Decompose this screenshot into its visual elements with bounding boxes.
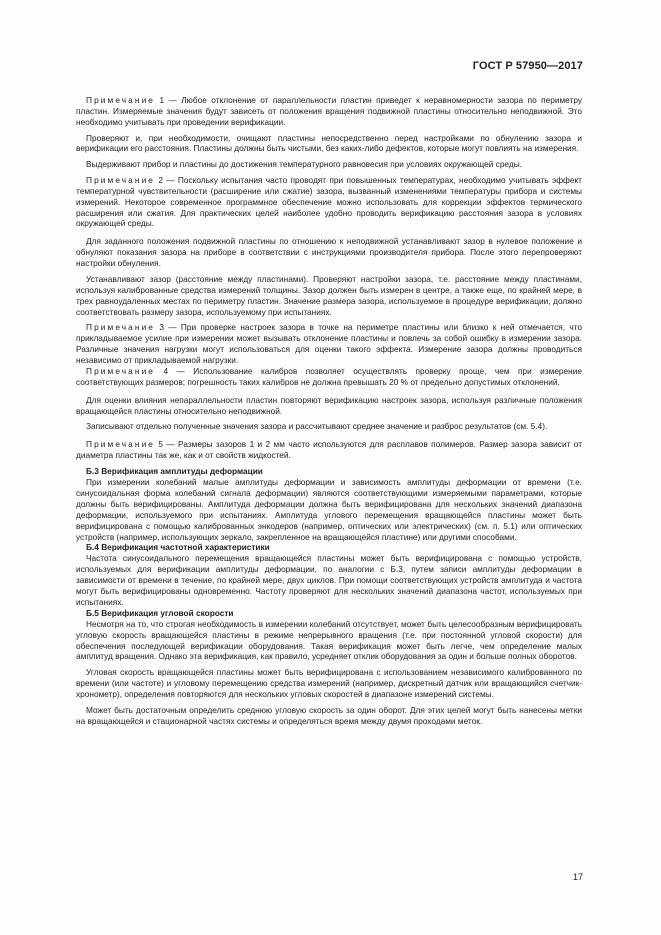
section-b5-text: Несмотря на то, что строгая необходимость в измерении колебаний отсутствует, может быть целесообразным верифицировать угловую скорость вращающейся пластины в режиме непрерывного вращения (т.е. при постоянной угловой скорости) для обеспечения последующей верификации оборудования. Такая верификация может быть легче, чем определение малых амплитуд вращения. Однако эта верификация, как правило, усредняет отклик оборудования за один и больше полных оборотов.	[76, 618, 582, 662]
section-b5-text: Угловая скорость вращающейся пластины может быть верифицирована с использованием независимого калиброванного по времени (или частоте) и угловому перемещению средства измерений (например, дискретный датчик или вращающийся счетчик-хронометр), определения повторяются для нескольких угловых скоростей в диапазоне измерений системы.	[76, 667, 582, 699]
section-b3-text: При измерении колебаний малые амплитуды деформации и зависимость амплитуды деформации от времени (т.е. синусоидальная форма колебаний сигнала деформации) являются соответствующими измеряемыми параметрами, которые должны быть верифицированы. Амплитуда деформации должна быть верифицирована для нескольких значений диапазона деформации, используемого при испытаниях. Амплитуда углового перемещения вращающейся пластины может быть верифицирована с помощью калиброванных энкодеров (например, оптических или электрических) (см. п. 5.1) или оптических устройств (например, использующих зеркало, закрепленное на вращающейся пластине) или другими способами.	[76, 476, 582, 542]
note-5	[76, 439, 582, 461]
note-label: Примечание	[86, 365, 156, 376]
paragraph: Устанавливают зазор (расстояние между пластинами). Проверяют настройки зазора, т.е. расстояние между пластинами, используя калиброванные средства измерений толщины. Зазор должен быть измерен в центре, а также еще, по крайней мере, в трех равноудаленных местах по периметру пластин. Значение размера зазора, используемое в процедуре верификации, должно соответствовать размеру зазора, используемому при испытаниях.	[76, 273, 582, 317]
section-b4-text: Частота синусоидального перемещения вращающейся пластины может быть верифицирована с помощью устройств, используемых для верификации амплитуды деформации, по аналогии с Б.3, путем записи амплитуды деформации в зависимости от времени в течение, по крайней мере, двух циклов. При помощи соответствующих устройств амплитуда и частота могут быть верифицированы одновременно. Частоту проверяют для нескольких значений диапазона частот, используемых при испытаниях.	[76, 553, 582, 607]
note-4	[76, 366, 582, 388]
note-2	[76, 175, 582, 230]
note-text: 4 — Использование калибров позволяет осуществлять проверку проще, чем при измерение соответствующих размеров; погрешность таких калибров не должна превышать 20 % от предельно допустимых отклонений.	[76, 365, 582, 387]
note-label: Примечание	[86, 439, 156, 450]
paragraph: Выдерживают прибор и пластины до достижения температурного равновесия при условиях окружающей среды.	[86, 159, 522, 170]
standard-header: ГОСТ Р 57950—2017	[472, 60, 583, 72]
note-label: Примечание	[86, 174, 156, 185]
section-heading-b4: Б.4 Верификация частотной характеристики	[86, 542, 270, 553]
note-text: 5 — Размеры зазоров 1 и 2 мм часто используются для расплавов полимеров. Размер зазора зависит от диаметра пластины так же, как и от свойств жидкостей.	[76, 439, 582, 461]
section-heading-b5: Б.5 Верификация угловой скорости	[86, 607, 234, 618]
paragraph: Записывают отдельно полученные значения зазора и рассчитывают среднее значение и разброс результатов (см. 5.4).	[86, 421, 548, 432]
paragraph: Проверяют и, при необходимости, очищают пластины непосредственно перед настройками по обнулению зазора и верификации его расстояния. Пластины должны быть чистыми, без каких-либо дефектов, которые могут повлиять на измерения.	[76, 132, 582, 154]
note-3	[76, 322, 582, 366]
section-b5-text: Может быть достаточным определить среднюю угловую скорость за один оборот. Для этих целей могут быть нанесены метки на вращающейся и стационарной частях системы и определяться время между двумя проходами меток.	[76, 704, 582, 726]
paragraph: Для оценки влияния непараллельности пластин повторяют верификацию настроек зазора, используя различные положения вращающейся пластины относительно неподвижной.	[76, 394, 582, 416]
note-1	[76, 95, 582, 128]
section-heading-b3: Б.3 Верификация амплитуды деформации	[86, 466, 263, 477]
page-number: 17	[572, 872, 583, 882]
note-label: Примечание	[86, 95, 156, 105]
note-text: 1 — Любое отклонение от параллельности пластин приведет к неравномерности зазора по периметру пластин. Измеряемые значения будут зависеть от положения вращения подвижной пластины относительно неподвижной. Это необходимо учитывать при проведении верификации.	[76, 95, 582, 127]
note-text: 3 — При проверке настроек зазора в точке на периметре пластины или близко к ней отмечается, что прикладываемое усилие при измерении может вызывать отклонение пластины и повлечь за собой ошибку в измерении зазора. Различные значения нагрузки могут использоваться для оценки такого эффекта. Измерение зазора должны проводиться независимо от прикладываемой нагрузки.	[76, 322, 582, 366]
note-label: Примечание	[86, 322, 156, 333]
note-text: 2 — Поскольку испытания часто проводят при повышенных температурах, необходимо учитывать эффект температурной чувствительности (расширение или сжатие) зазора, вызванный изменениями температуры прибора и системы измерений. Некоторое современное программное обеспечение можно использовать для коррекции эффектов термического расширения или сжатия. Для практических целей наиболее удобно проводить верификацию расстояния зазора в условиях окружающей среды.	[76, 174, 582, 229]
paragraph: Для заданного положения подвижной пластины по отношению к неподвижной устанавливают зазор в нулевое положение и обнуляют показания зазора на приборе в соответствии с инструкциями производителя прибора. После этого перепроверяют настройки обнуления.	[76, 236, 582, 269]
page-content	[76, 95, 582, 727]
